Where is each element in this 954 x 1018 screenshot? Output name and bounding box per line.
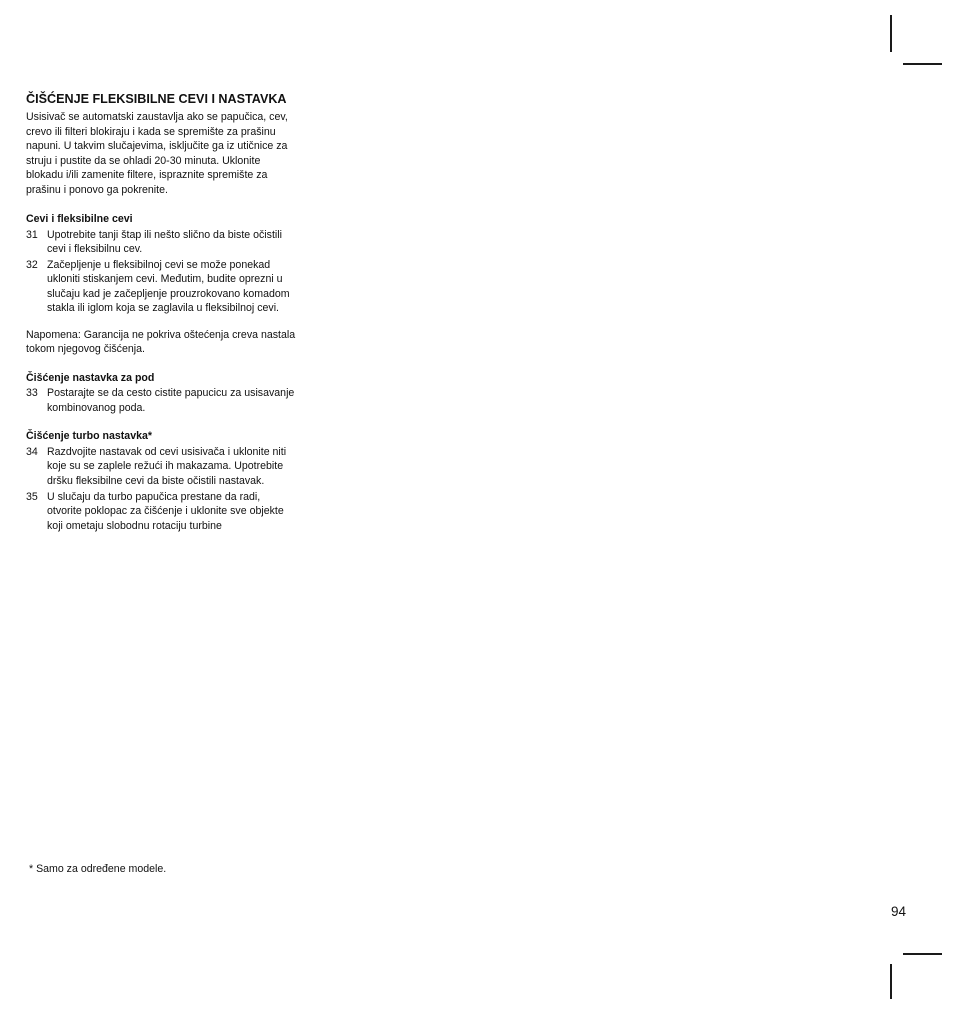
crop-mark-top-horizontal xyxy=(903,63,942,65)
crop-mark-bottom-horizontal xyxy=(903,953,942,955)
content-column xyxy=(26,91,296,535)
section-title: ČIŠĆENJE FLEKSIBILNE CEVI I NASTAVKA xyxy=(26,92,287,106)
step-number: 34 xyxy=(26,445,38,458)
step-number: 35 xyxy=(26,490,38,503)
step-31 xyxy=(26,228,296,257)
step-35 xyxy=(26,490,296,534)
step-number: 33 xyxy=(26,387,38,400)
crop-mark-top-vertical xyxy=(890,15,892,52)
hoses-heading: Cevi i fleksibilne cevi xyxy=(26,213,133,225)
step-33 xyxy=(26,386,296,415)
step-34 xyxy=(26,445,296,489)
page-number: 94 xyxy=(891,904,907,919)
hoses-steps xyxy=(26,228,296,316)
step-number: 31 xyxy=(26,228,38,241)
step-32 xyxy=(26,258,296,316)
intro-paragraph: Usisivač se automatski zaustavlja ako se papučica, cev, crevo ili filteri blokiraju i kada se spremište za prašinu napuni. U takvim slučajevima, isključite ga iz utičnice za struju i pustite da se ohladi 20-30 minuta. Uklonite blokadu i/ili zamenite filtere, ispraznite spremište za prašinu i ponovo ga pokrenite. xyxy=(26,111,288,196)
step-text: Upotrebite tanji štap ili nešto slično da biste očistili cevi i fleksibilnu cev. xyxy=(47,228,282,255)
step-text: Razdvojite nastavak od cevi usisivača i uklonite niti koje su se zaplele režući ih makazama. Upotrebite dršku fleksibilne cevi da biste očistili nastavak. xyxy=(47,445,287,487)
crop-mark-bottom-vertical xyxy=(890,964,892,999)
turbo-nozzle-steps xyxy=(26,445,296,533)
footnote: * Samo za određene modele. xyxy=(29,863,167,875)
step-text: Začepljenje u fleksibilnoj cevi se može ponekad ukloniti stiskanjem cevi. Međutim, budite oprezni u slučaju kad je začepljenje prouzrokovano komadom stakla ili iglom koja se zaglavila u fleksibilnoj cevi. xyxy=(47,258,290,315)
floor-nozzle-steps xyxy=(26,386,296,415)
turbo-nozzle-heading: Čišćenje turbo nastavka* xyxy=(26,430,152,443)
warranty-note: Napomena: Garancija ne pokriva oštećenja creva nastala tokom njegovog čišćenja. xyxy=(26,328,296,356)
step-text: U slučaju da turbo papučica prestane da radi, otvorite poklopac za čišćenje i uklonite sve objekte koji ometaju slobodnu rotaciju turbine xyxy=(47,490,284,532)
floor-nozzle-heading: Čišćenje nastavka za pod xyxy=(26,371,155,384)
step-text: Postarajte se da cesto cistite papucicu za usisavanje kombinovanog poda. xyxy=(47,387,295,414)
step-number: 32 xyxy=(26,258,38,271)
